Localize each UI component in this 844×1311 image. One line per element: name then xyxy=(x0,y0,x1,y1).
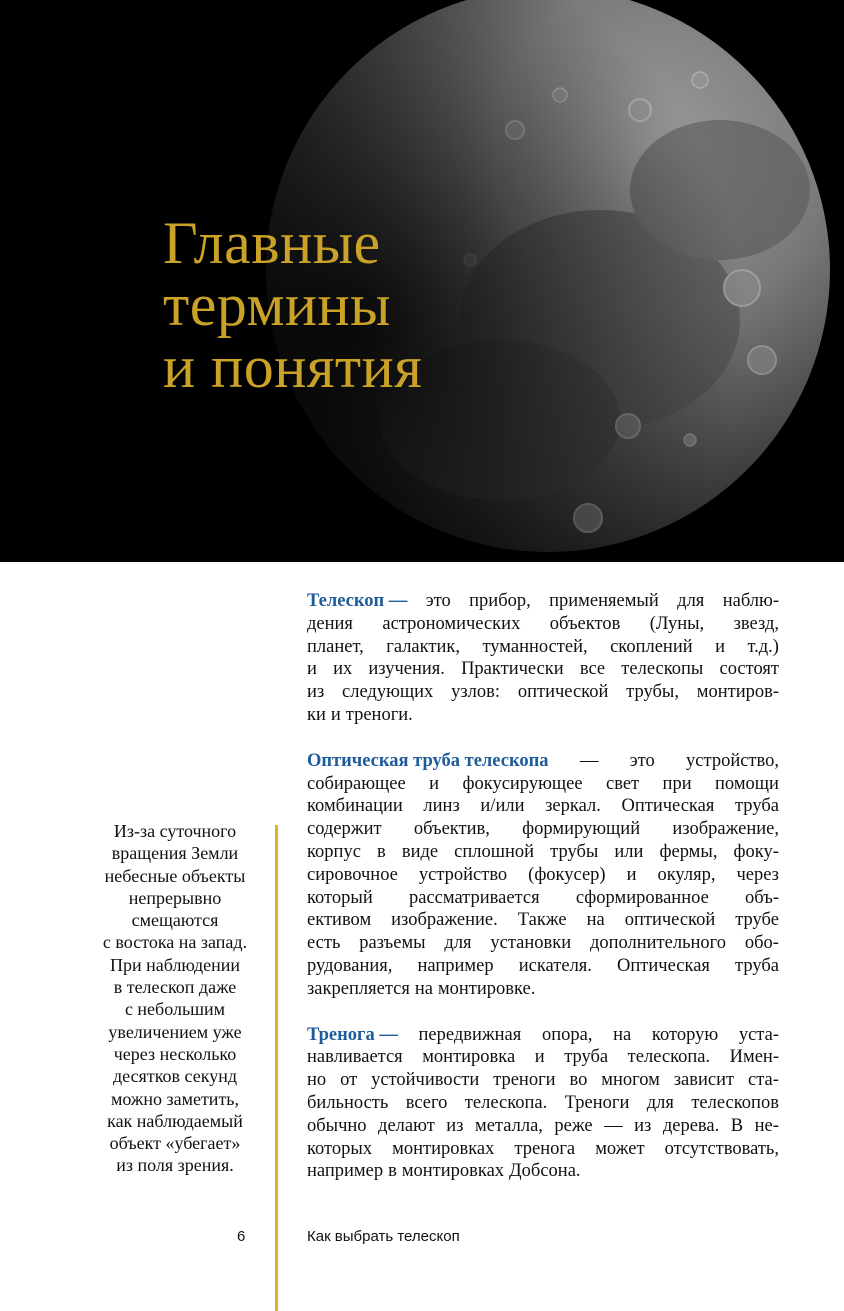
sidenote-line: При наблюдении xyxy=(109,954,241,975)
sidenote-line: Из-за суточного xyxy=(113,821,237,841)
chapter-title xyxy=(163,212,422,398)
paragraph-line: Телескоп — это прибор, применяемый для наблю- xyxy=(307,591,779,611)
paragraph-line: например в монтировках Добсона. xyxy=(307,1161,581,1182)
sidenote-line: из поля зрения. xyxy=(116,1155,234,1176)
paragraph-line: но от устойчивости треноги во многом зависит ста- xyxy=(307,1070,779,1091)
term-heading: Телескоп — xyxy=(307,591,408,611)
main-text xyxy=(307,590,779,1206)
paragraph-line: рудования, например искателя. Оптическая труба xyxy=(307,955,779,976)
paragraph-line: навливается монтировка и труба телескопа. Имен- xyxy=(307,1047,779,1068)
sidenote-line: с небольшим xyxy=(124,999,226,1020)
paragraph-line: которых монтировках тренога может отсутствовать, xyxy=(307,1138,779,1159)
paragraph-line: собирающее и фокусирующее свет при помощи xyxy=(307,773,779,794)
paragraph-line: комбинации линз и/или зеркал. Оптическая труба xyxy=(307,796,779,817)
sidenote-line: смещаются xyxy=(131,910,219,931)
paragraph-line: содержит объектив, формирующий изображение, xyxy=(307,819,779,840)
sidenote-line: непрерывно xyxy=(128,887,222,908)
paragraph-line: ективом изображение. Также на оптической трубе xyxy=(307,910,779,931)
definition-paragraph xyxy=(307,1024,779,1184)
paragraph-line: планет, галактик, туманностей, скоплений и т.д.) xyxy=(307,636,779,657)
sidenote-line: десятков секунд xyxy=(112,1066,238,1087)
paragraph-line: и их изучения. Практически все телескопы состоят xyxy=(307,659,779,680)
sidenote-line: увеличением уже xyxy=(108,1021,242,1042)
sidenote-line: через несколько xyxy=(113,1043,237,1064)
chapter-title-line: термины xyxy=(163,272,391,338)
definition-paragraph xyxy=(307,750,779,1001)
paragraph-line: который рассматривается сформированное объ- xyxy=(307,887,779,908)
term-heading: Тренога — xyxy=(307,1024,398,1045)
sidenote-line: можно заметить, xyxy=(110,1088,240,1109)
paragraph-line: Тренога — передвижная опора, на которую уста- xyxy=(307,1024,779,1045)
paragraph-line: бильность всего телескопа. Треноги для телескопов xyxy=(307,1092,779,1113)
sidenote-line: вращения Земли xyxy=(111,843,239,864)
hero-banner xyxy=(0,0,844,562)
chapter-title-line: Главные xyxy=(163,210,381,276)
sidenote-line: с востока на запад. xyxy=(102,932,248,953)
accent-divider xyxy=(275,825,278,1311)
sidenote xyxy=(92,820,258,1177)
paragraph-line: сировочное устройство (фокусер) и окуляр, через xyxy=(307,864,779,885)
paragraph-line: есть разъемы для установки дополнительного обо- xyxy=(307,933,779,954)
sidenote-line: в телескоп даже xyxy=(113,977,237,998)
chapter-title-line: и понятия xyxy=(163,334,423,400)
running-title: Как выбрать телескоп xyxy=(307,1228,460,1245)
paragraph-line: Оптическая труба телескопа — это устройство, xyxy=(307,750,779,771)
paragraph-line: дения астрономических объектов (Луны, звезд, xyxy=(307,613,779,634)
paragraph-line: корпус в виде сплошной трубы или фермы, фоку- xyxy=(307,841,779,862)
sidenote-line: небесные объекты xyxy=(104,865,246,886)
paragraph-line: закрепляется на монтировке. xyxy=(307,978,536,999)
paragraph-line: обычно делают из металла, реже — из дерева. В не- xyxy=(307,1115,779,1136)
page-number: 6 xyxy=(237,1228,246,1245)
paragraph-line: ки и треноги. xyxy=(307,704,413,725)
definition-paragraph xyxy=(307,590,779,727)
paragraph-line: из следующих узлов: оптической трубы, монтиров- xyxy=(307,682,779,703)
sidenote-line: как наблюдаемый xyxy=(107,1110,243,1131)
term-heading: Оптическая труба телескопа xyxy=(307,750,549,771)
sidenote-line: объект «убегает» xyxy=(109,1133,241,1154)
